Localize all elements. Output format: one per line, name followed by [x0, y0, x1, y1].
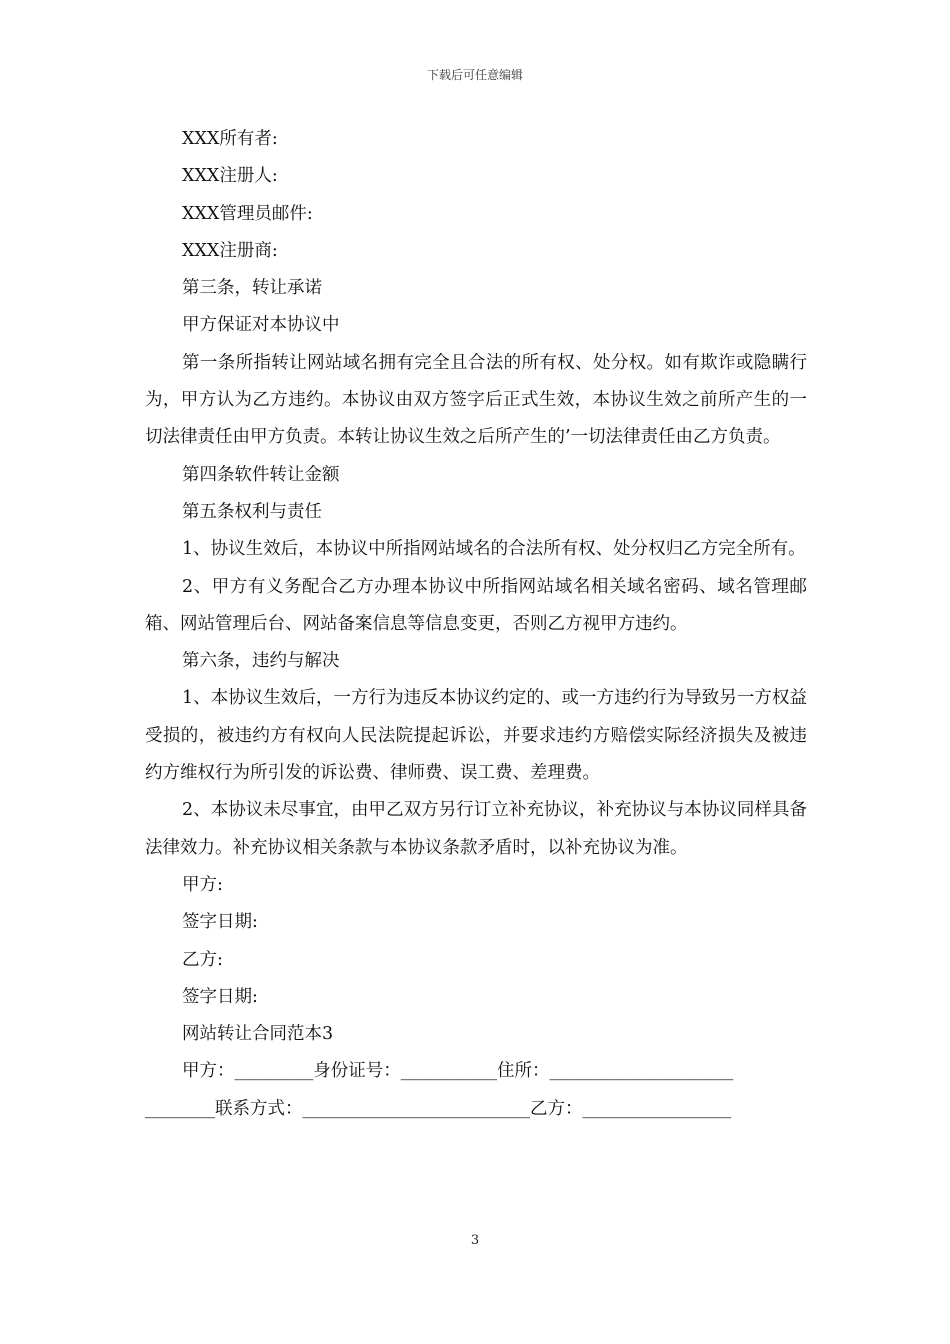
- template-3-title: 网站转让合同范本3: [182, 1024, 334, 1045]
- contact-info-line: ________联系方式：__________________________乙方：_________________: [145, 1098, 732, 1119]
- paragraph-breach-1: 1、本协议生效后，一方行为违反本协议约定的、或一方违约行为导致另一方权益受损的，被违约方有权向人民法院提起诉讼，并要求违约方赔偿实际经济损失及被违约方维权行为所引发的诉讼费、律师费、误工费、差理费。: [145, 688, 807, 784]
- signature-party-a: 甲方:: [182, 874, 223, 895]
- paragraph-admin-email: XXX管理员邮件:: [182, 203, 313, 224]
- signature-date-b: 签字日期:: [182, 986, 258, 1007]
- paragraph-guarantee-intro: 甲方保证对本协议中: [182, 315, 340, 336]
- signature-party-b: 乙方:: [182, 949, 223, 970]
- paragraph-rights-1: 1、协议生效后，本协议中所指网站域名的合法所有权、处分权归乙方完全所有。: [182, 539, 806, 560]
- paragraph-guarantee-body: 第一条所指转让网站域名拥有完全且合法的所有权、处分权。如有欺诈或隐瞒行为，甲方认为乙方违约。本协议由双方签字后正式生效，本协议生效之前所产生的一切法律责任由甲方负责。本转让协议生效之后所产生的’一切法律责任由乙方负责。: [145, 352, 807, 448]
- paragraph-owner: XXX所有者:: [182, 129, 278, 149]
- article-5-heading: 第五条权利与责任: [182, 501, 322, 522]
- paragraph-breach-2: 2、本协议未尽事宜，由甲乙双方另行订立补充协议，补充协议与本协议同样具备法律效力。补充协议相关条款与本协议条款矛盾时，以补充协议为准。: [145, 800, 807, 858]
- signature-date-a: 签字日期:: [182, 912, 258, 933]
- page-header: 下载后可任意编辑: [426, 68, 523, 82]
- article-3-heading: 第三条，转让承诺: [182, 278, 322, 299]
- article-4-heading: 第四条软件转让金额: [182, 464, 340, 485]
- party-a-info-line: 甲方：_________身份证号：___________住所：_____________________: [182, 1061, 734, 1082]
- article-6-heading: 第六条，违约与解决: [182, 651, 340, 672]
- paragraph-registrant: XXX注册人:: [182, 166, 278, 187]
- page-number: 3: [470, 1233, 480, 1248]
- paragraph-rights-2: 2、甲方有义务配合乙方办理本协议中所指网站域名相关域名密码、域名管理邮箱、网站管理后台、网站备案信息等信息变更，否则乙方视甲方违约。: [145, 576, 807, 634]
- document-body: [145, 121, 807, 1128]
- paragraph-registrar: XXX注册商:: [182, 240, 278, 261]
